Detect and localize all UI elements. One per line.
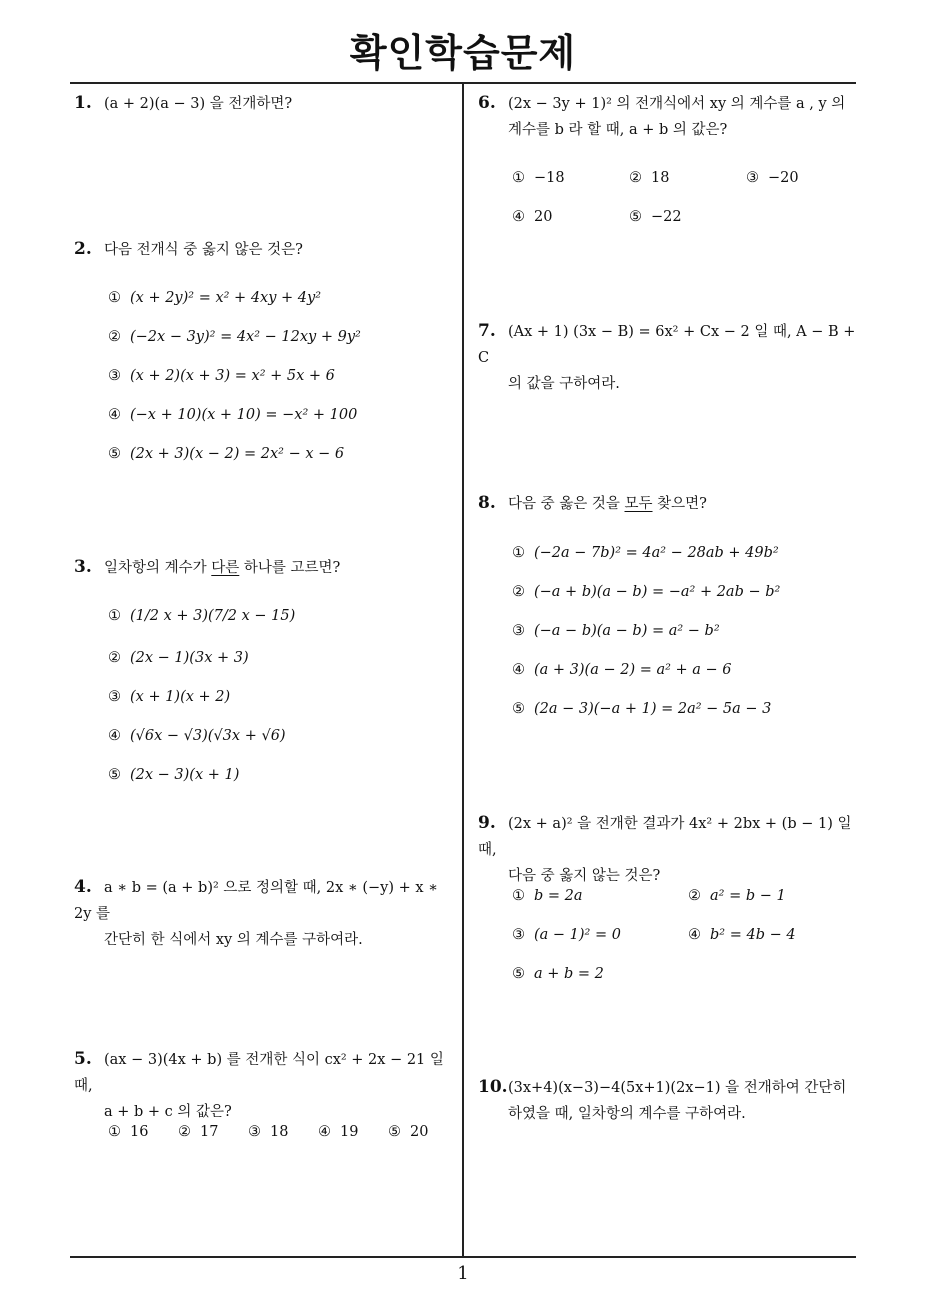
option-4: ④ 20: [512, 209, 553, 225]
question-4: [74, 874, 459, 953]
option-4: ④ b² = 4b − 4: [688, 927, 796, 943]
option-2: ② a² = b − 1: [688, 888, 786, 904]
question-8: [478, 490, 863, 517]
option-5: ⑤ 20: [388, 1124, 429, 1140]
option-2: ② (−a + b)(a − b) = −a² + 2ab − b²: [512, 584, 781, 600]
option-3: ③ (−a − b)(a − b) = a² − b²: [512, 623, 720, 639]
question-number: 7.: [478, 321, 496, 341]
underlined-word: 다른: [211, 560, 240, 576]
option-1: ① (1/2 x + 3)(7/2 x − 15): [108, 608, 296, 624]
question-9: [478, 810, 868, 889]
option-1: ① 16: [108, 1124, 149, 1140]
option-4: ④ (−x + 10)(x + 10) = −x² + 100: [108, 407, 358, 423]
option-2: ② 17: [178, 1124, 219, 1140]
question-text: 다음 전개식 중 옳지 않은 것은?: [104, 242, 303, 258]
question-6: [478, 90, 863, 143]
column-divider: [462, 82, 464, 1257]
question-number: 3.: [74, 557, 92, 577]
question-number: 4.: [74, 877, 92, 897]
option-3: ③ (x + 2)(x + 3) = x² + 5x + 6: [108, 368, 335, 384]
option-5: ⑤ a + b = 2: [512, 966, 604, 982]
question-7: [478, 318, 863, 397]
option-1: ① (x + 2y)² = x² + 4xy + 4y²: [108, 290, 322, 306]
question-number: 5.: [74, 1049, 92, 1069]
question-text: 일차항의 계수가: [104, 560, 212, 576]
question-text: 다음 중 옳은 것을: [508, 496, 625, 512]
question-number: 9.: [478, 813, 496, 833]
option-4: ④ 19: [318, 1124, 359, 1140]
option-3: ③ (a − 1)² = 0: [512, 927, 621, 943]
question-text: (a + 2)(a − 3) 을 전개하면?: [104, 96, 293, 112]
option-5: ⑤ (2x + 3)(x − 2) = 2x² − x − 6: [108, 446, 345, 462]
option-2: ② (2x − 1)(3x + 3): [108, 650, 249, 666]
question-number: 6.: [478, 93, 496, 113]
page-title: 확인학습문제: [349, 31, 577, 75]
question-10: [478, 1074, 868, 1127]
option-4: ④ (√6x − √3)(√3x + √6): [108, 728, 286, 744]
question-3: [74, 554, 454, 581]
option-1: ① b = 2a: [512, 888, 583, 904]
question-5: [74, 1046, 459, 1125]
page-number: 1: [457, 1263, 469, 1284]
option-3: ③ (x + 1)(x + 2): [108, 689, 231, 705]
option-2: ② (−2x − 3y)² = 4x² − 12xy + 9y²: [108, 329, 361, 345]
question-text-line2: 하였을 때, 일차항의 계수를 구하여라.: [508, 1106, 746, 1122]
option-3: ③ 18: [248, 1124, 289, 1140]
option-5: ⑤ −22: [629, 209, 682, 225]
option-4: ④ (a + 3)(a − 2) = a² + a − 6: [512, 662, 732, 678]
question-1: [74, 90, 454, 117]
option-1: ① −18: [512, 170, 565, 186]
bottom-rule: [70, 1256, 856, 1258]
question-text-line2: 계수를 b 라 할 때, a + b 의 값은?: [508, 122, 728, 138]
question-text-end: 찾으면?: [652, 496, 707, 512]
question-text-end: 하나를 고르면?: [239, 560, 341, 576]
question-text-line1: a ∗ b = (a + b)² 으로 정의할 때, 2x ∗ (−y) + x ∗ 2y 를: [74, 880, 439, 922]
question-text-line2: 의 값을 구하여라.: [508, 376, 620, 392]
question-text-line2: 간단히 한 식에서 xy 의 계수를 구하여라.: [104, 932, 363, 948]
question-number: 8.: [478, 493, 496, 513]
question-text-line1: (ax − 3)(4x + b) 를 전개한 식이 cx² + 2x − 21 일 때,: [74, 1052, 444, 1094]
option-2: ② 18: [629, 170, 670, 186]
question-text-line1: (2x − 3y + 1)² 의 전개식에서 xy 의 계수를 a , y 의: [508, 96, 846, 112]
question-text-line1: (3x+4)(x−3)−4(5x+1)(2x−1) 을 전개하여 간단히: [508, 1080, 847, 1096]
option-3: ③ −20: [746, 170, 799, 186]
question-number: 1.: [74, 93, 92, 113]
question-text-line2: 다음 중 옳지 않는 것은?: [508, 868, 661, 884]
question-2: [74, 236, 454, 263]
question-number: 10.: [478, 1077, 508, 1097]
question-text-line1: (2x + a)² 을 전개한 결과가 4x² + 2bx + (b − 1) 일 때,: [478, 816, 852, 858]
option-5: ⑤ (2a − 3)(−a + 1) = 2a² − 5a − 3: [512, 701, 772, 717]
question-text-line1: (Ax + 1) (3x − B) = 6x² + Cx − 2 일 때, A − B + C: [478, 324, 856, 366]
question-text-line2: a + b + c 의 값은?: [104, 1104, 232, 1120]
option-5: ⑤ (2x − 3)(x + 1): [108, 767, 240, 783]
option-1: ① (−2a − 7b)² = 4a² − 28ab + 49b²: [512, 545, 779, 561]
question-number: 2.: [74, 239, 92, 259]
underlined-word: 모두: [624, 496, 653, 512]
